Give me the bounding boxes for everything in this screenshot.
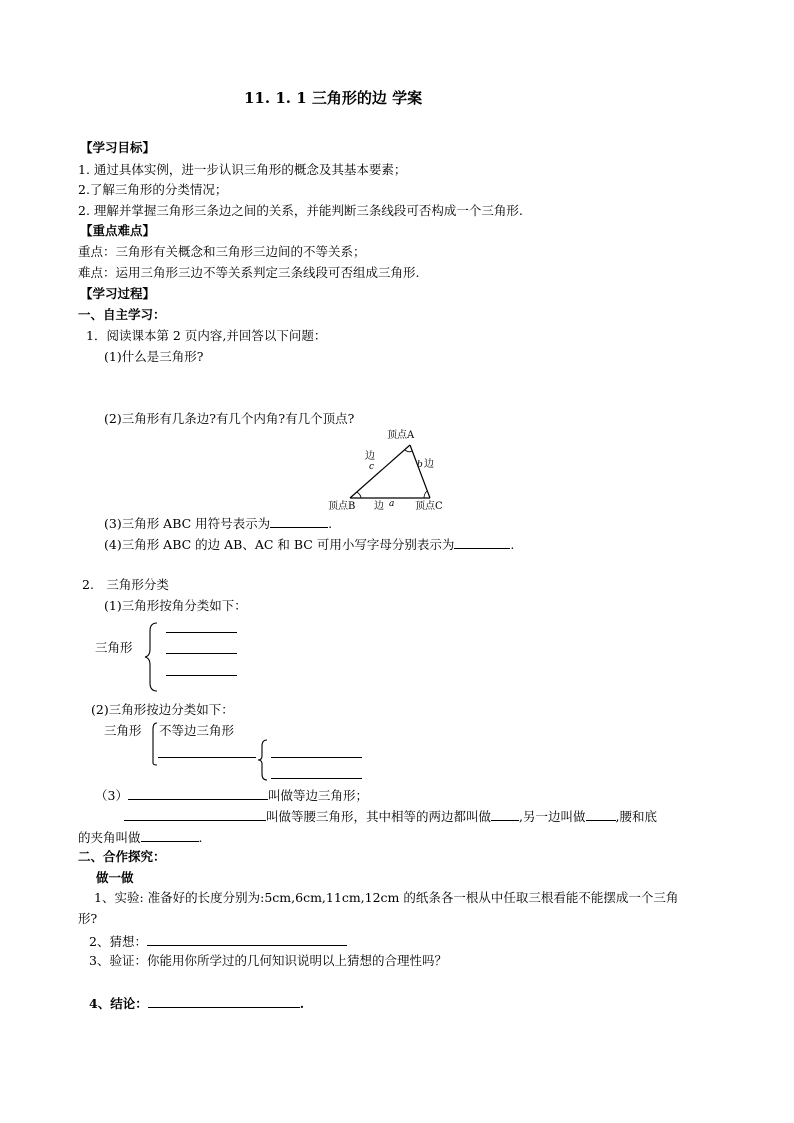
conclusion-line bbox=[89, 996, 304, 1011]
question-1-1: (1)什么是三角形? bbox=[104, 349, 204, 364]
question-2-heading: 2. 三角形分类 bbox=[82, 577, 169, 592]
objective-item-2: 2.了解三角形的分类情况； bbox=[78, 182, 228, 197]
difficult-point-text: 难点：运用三角形三边不等关系判定三条线段可否组成三角形. bbox=[78, 265, 420, 280]
question-2-3-num: （3） bbox=[95, 788, 128, 803]
brace-icon bbox=[144, 621, 160, 693]
conclusion-text: 4、结论： bbox=[89, 996, 148, 1011]
answer-blank[interactable] bbox=[158, 757, 256, 758]
answer-blank[interactable] bbox=[166, 653, 237, 654]
page-title: 11. 1. 1 三角形的边 学案 bbox=[244, 89, 423, 107]
question-2-2: (2)三角形按边分类如下： bbox=[91, 702, 234, 717]
experiment-text-cont: 形? bbox=[78, 911, 98, 926]
period: . bbox=[510, 537, 515, 552]
period: . bbox=[299, 996, 305, 1011]
equilateral-text: 叫做等边三角形； bbox=[267, 788, 368, 803]
part2-heading: 二、合作探究： bbox=[78, 849, 166, 864]
vertex-b-label: 顶点B bbox=[328, 501, 356, 512]
answer-blank[interactable] bbox=[124, 809, 266, 821]
answer-blank[interactable] bbox=[270, 516, 328, 528]
answer-blank[interactable] bbox=[454, 537, 510, 549]
answer-blank[interactable] bbox=[271, 778, 362, 779]
answer-blank[interactable] bbox=[147, 934, 347, 946]
part2-subheading: 做一做 bbox=[96, 870, 134, 885]
guess-line bbox=[89, 934, 347, 949]
isosceles-text: 叫做等腰三角形，其中相等的两边都叫做 bbox=[266, 809, 492, 824]
answer-blank[interactable] bbox=[166, 632, 237, 633]
side-b-letter: b bbox=[417, 460, 423, 470]
question-2-3-isosceles bbox=[124, 809, 657, 824]
answer-blank[interactable] bbox=[141, 830, 199, 842]
question-1-3 bbox=[104, 516, 332, 531]
question-1-4-text: (4)三角形 ABC 的边 AB、AC 和 BC 可用小写字母分别表示为 bbox=[104, 537, 455, 552]
question-2-1: (1)三角形按角分类如下： bbox=[104, 598, 247, 613]
answer-blank[interactable] bbox=[128, 788, 268, 800]
triangle-figure bbox=[320, 425, 455, 515]
process-heading: 【学习过程】 bbox=[80, 286, 156, 301]
question-1-4 bbox=[104, 537, 514, 552]
classify-by-side-label: 三角形 bbox=[104, 723, 142, 738]
classify-by-angle-label: 三角形 bbox=[95, 640, 133, 655]
question-2-3 bbox=[95, 788, 368, 803]
side-right-label: 边 bbox=[424, 459, 434, 470]
objectives-heading: 【学习目标】 bbox=[80, 140, 156, 155]
answer-blank[interactable] bbox=[166, 675, 237, 676]
answer-blank[interactable] bbox=[586, 809, 616, 821]
verify-text: 3、验证：你能用你所学过的几何知识说明以上猜想的合理性吗？ bbox=[89, 953, 447, 968]
objective-item-3: 2. 理解并掌握三角形三条边之间的关系，并能判断三条线段可否构成一个三角形. bbox=[78, 203, 523, 218]
guess-text: 2、猜想： bbox=[89, 934, 147, 949]
answer-blank[interactable] bbox=[271, 757, 362, 758]
base-text: ,另一边叫做 bbox=[519, 809, 586, 824]
key-points-heading: 【重点难点】 bbox=[80, 223, 156, 238]
question-2-3-angle bbox=[78, 830, 203, 845]
brace-icon bbox=[256, 738, 270, 782]
question-1-3-text: (3)三角形 ABC 用符号表示为 bbox=[104, 516, 271, 531]
side-a-letter: a bbox=[389, 499, 395, 509]
side-c-letter: c bbox=[369, 462, 375, 472]
period: . bbox=[198, 830, 203, 845]
vertex-a-label: 顶点A bbox=[387, 430, 415, 441]
answer-blank[interactable] bbox=[148, 996, 300, 1008]
key-point-text: 重点：三角形有关概念和三角形三边间的不等关系； bbox=[78, 244, 366, 259]
base-angle-text: 的夹角叫做 bbox=[78, 830, 141, 845]
question-1-intro: 1．阅读课本第 2 页内容,并回答以下问题： bbox=[86, 328, 327, 343]
vertex-c-label: 顶点C bbox=[415, 501, 443, 512]
answer-blank[interactable] bbox=[491, 809, 519, 821]
leg-base-text: ,腰和底 bbox=[615, 809, 657, 824]
side-left-label: 边 bbox=[365, 451, 375, 462]
scalene-triangle-label: 不等边三角形 bbox=[159, 723, 235, 738]
period: . bbox=[328, 516, 333, 531]
part1-heading: 一、自主学习： bbox=[78, 307, 166, 322]
side-bottom-label: 边 bbox=[374, 501, 384, 512]
experiment-text: 1、实验: 准备好的长度分别为:5cm,6cm,11cm,12cm 的纸条各一根从中任取三根看能不能摆成一个三角 bbox=[94, 890, 679, 905]
objective-item-1: 1. 通过具体实例，进一步认识三角形的概念及其基本要素； bbox=[78, 162, 407, 177]
question-1-2: (2)三角形有几条边?有几个内角?有几个顶点? bbox=[104, 411, 355, 426]
